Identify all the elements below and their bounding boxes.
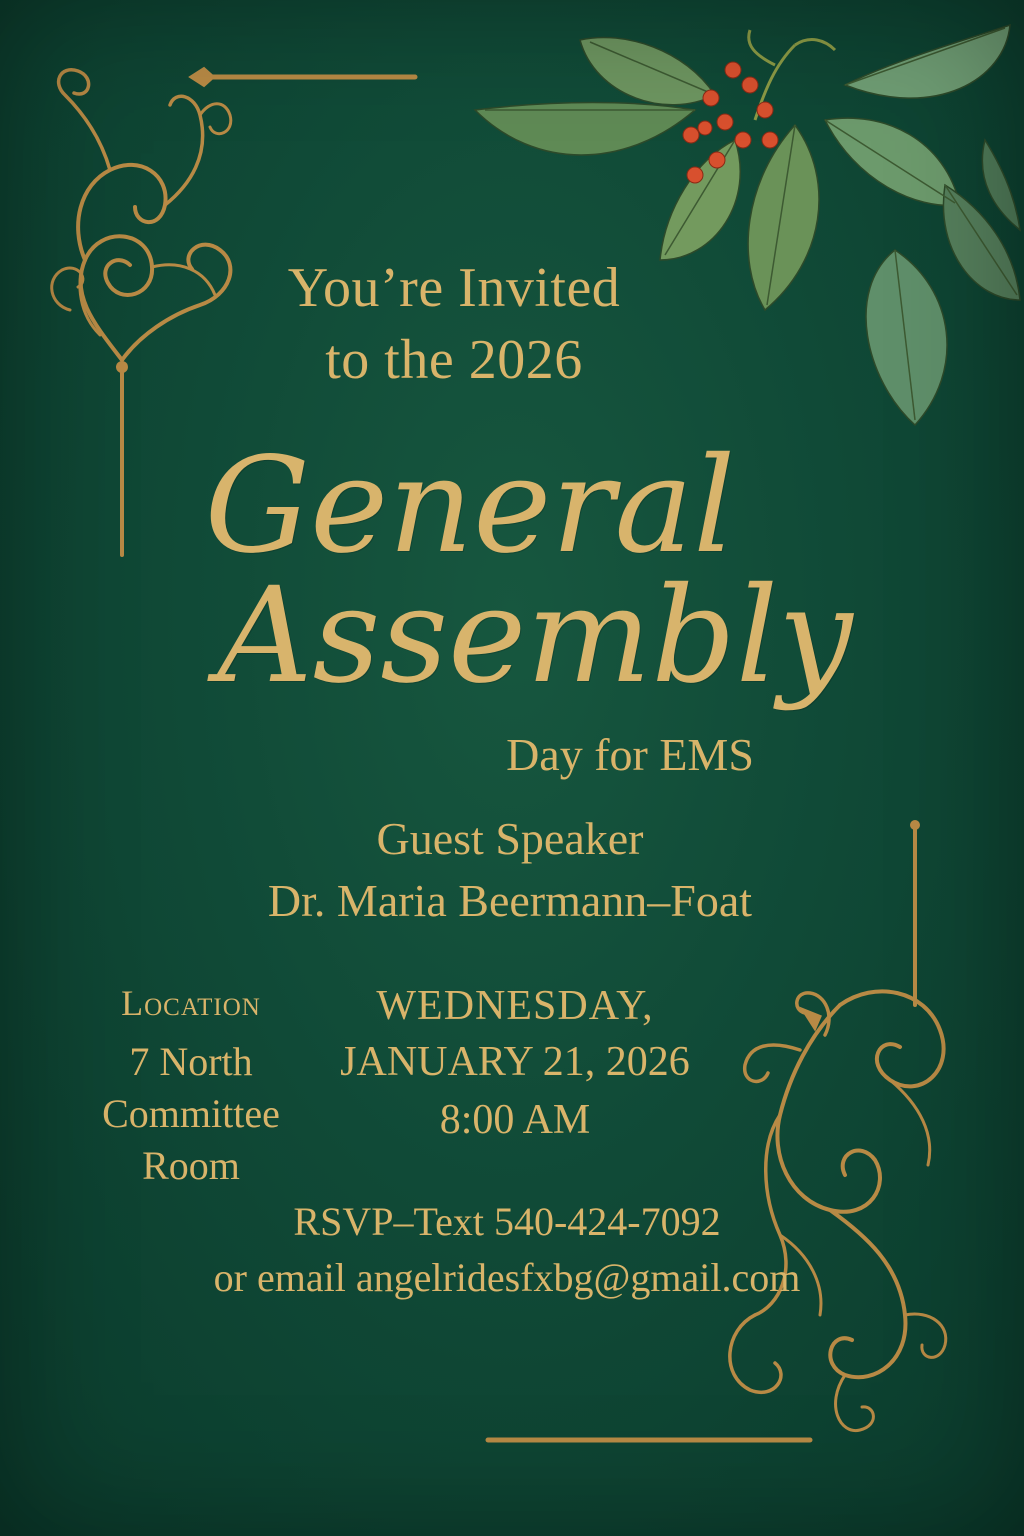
location-line-1: 7 North — [129, 1039, 253, 1084]
event-day: WEDNESDAY, — [376, 983, 654, 1029]
location-line-3: Room — [142, 1143, 240, 1188]
location-label: Location — [121, 983, 261, 1023]
rsvp-email-line: or email angelridesfxbg@gmail.com — [213, 1255, 801, 1300]
rsvp-text-line: RSVP–Text 540-424-7092 — [293, 1199, 721, 1244]
intro-line-1: You’re Invited — [287, 257, 621, 319]
intro-line-2: to the 2026 — [325, 329, 583, 391]
event-date: JANUARY 21, 2026 — [340, 1039, 690, 1085]
guest-speaker-name: Dr. Maria Beermann–Foat — [267, 875, 753, 926]
location-line-2: Committee — [102, 1091, 280, 1136]
title-general: General — [204, 429, 736, 583]
subtitle-day-for-ems: Day for EMS — [506, 729, 754, 780]
title-assembly: Assembly — [217, 559, 853, 713]
event-time: 8:00 AM — [439, 1097, 591, 1143]
guest-speaker-label: Guest Speaker — [376, 813, 644, 864]
